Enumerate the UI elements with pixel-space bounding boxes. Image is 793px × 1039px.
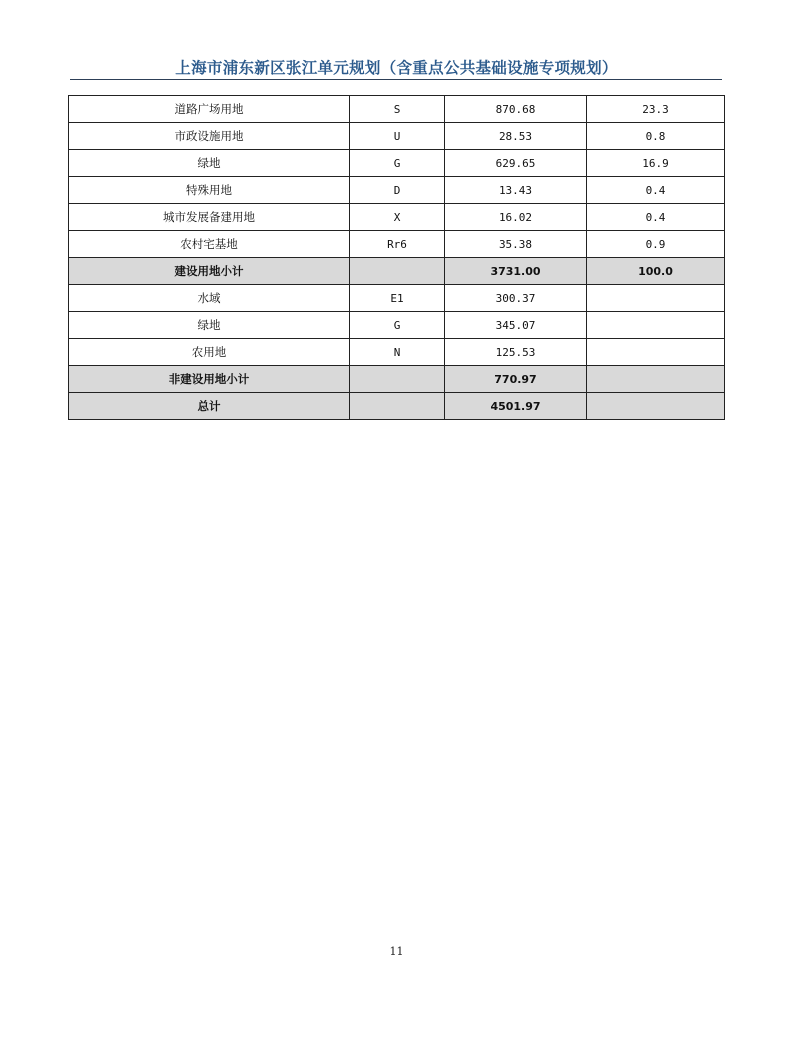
land-area-cell: 3731.00: [445, 258, 587, 285]
table-subtotal-row: [69, 366, 725, 393]
land-type-cell: 非建设用地小计: [69, 366, 350, 393]
land-percent-cell: [587, 366, 725, 393]
land-area-cell: 35.38: [445, 231, 587, 258]
land-type-cell: 特殊用地: [69, 177, 350, 204]
land-code-cell: G: [350, 312, 445, 339]
header-divider: [70, 79, 722, 80]
table-subtotal-row: [69, 258, 725, 285]
land-code-cell: X: [350, 204, 445, 231]
land-code-cell: G: [350, 150, 445, 177]
land-type-cell: 建设用地小计: [69, 258, 350, 285]
land-area-cell: 300.37: [445, 285, 587, 312]
land-code-cell: S: [350, 96, 445, 123]
land-area-cell: 770.97: [445, 366, 587, 393]
land-percent-cell: 0.8: [587, 123, 725, 150]
land-type-cell: 城市发展备建用地: [69, 204, 350, 231]
land-type-cell: 农村宅基地: [69, 231, 350, 258]
land-code-cell: E1: [350, 285, 445, 312]
table-row: [69, 339, 725, 366]
table-row: [69, 123, 725, 150]
land-type-cell: 绿地: [69, 150, 350, 177]
table-row: [69, 150, 725, 177]
table-row: [69, 312, 725, 339]
page-header-title: 上海市浦东新区张江单元规划（含重点公共基础设施专项规划）: [175, 59, 618, 77]
land-type-cell: 农用地: [69, 339, 350, 366]
land-area-cell: 125.53: [445, 339, 587, 366]
table-row: [69, 96, 725, 123]
land-percent-cell: [587, 312, 725, 339]
page-number: 11: [389, 945, 404, 958]
land-percent-cell: 16.9: [587, 150, 725, 177]
land-code-cell: U: [350, 123, 445, 150]
land-code-cell: [350, 393, 445, 420]
land-percent-cell: 0.9: [587, 231, 725, 258]
table-row: [69, 285, 725, 312]
table-row: [69, 231, 725, 258]
land-type-cell: 总计: [69, 393, 350, 420]
land-type-cell: 绿地: [69, 312, 350, 339]
land-area-cell: 629.65: [445, 150, 587, 177]
land-type-cell: 水域: [69, 285, 350, 312]
land-area-cell: 28.53: [445, 123, 587, 150]
table-row: [69, 204, 725, 231]
land-percent-cell: 100.0: [587, 258, 725, 285]
land-percent-cell: [587, 285, 725, 312]
table-subtotal-row: [69, 393, 725, 420]
land-area-cell: 870.68: [445, 96, 587, 123]
land-code-cell: N: [350, 339, 445, 366]
land-area-cell: 345.07: [445, 312, 587, 339]
land-percent-cell: [587, 339, 725, 366]
land-percent-cell: 0.4: [587, 204, 725, 231]
land-type-cell: 道路广场用地: [69, 96, 350, 123]
land-use-table-body: [69, 96, 725, 420]
land-code-cell: [350, 366, 445, 393]
land-percent-cell: [587, 393, 725, 420]
land-use-table: [68, 95, 725, 420]
land-area-cell: 16.02: [445, 204, 587, 231]
land-area-cell: 13.43: [445, 177, 587, 204]
land-area-cell: 4501.97: [445, 393, 587, 420]
land-code-cell: [350, 258, 445, 285]
table-row: [69, 177, 725, 204]
land-percent-cell: 23.3: [587, 96, 725, 123]
land-type-cell: 市政设施用地: [69, 123, 350, 150]
land-code-cell: D: [350, 177, 445, 204]
land-code-cell: Rr6: [350, 231, 445, 258]
land-percent-cell: 0.4: [587, 177, 725, 204]
